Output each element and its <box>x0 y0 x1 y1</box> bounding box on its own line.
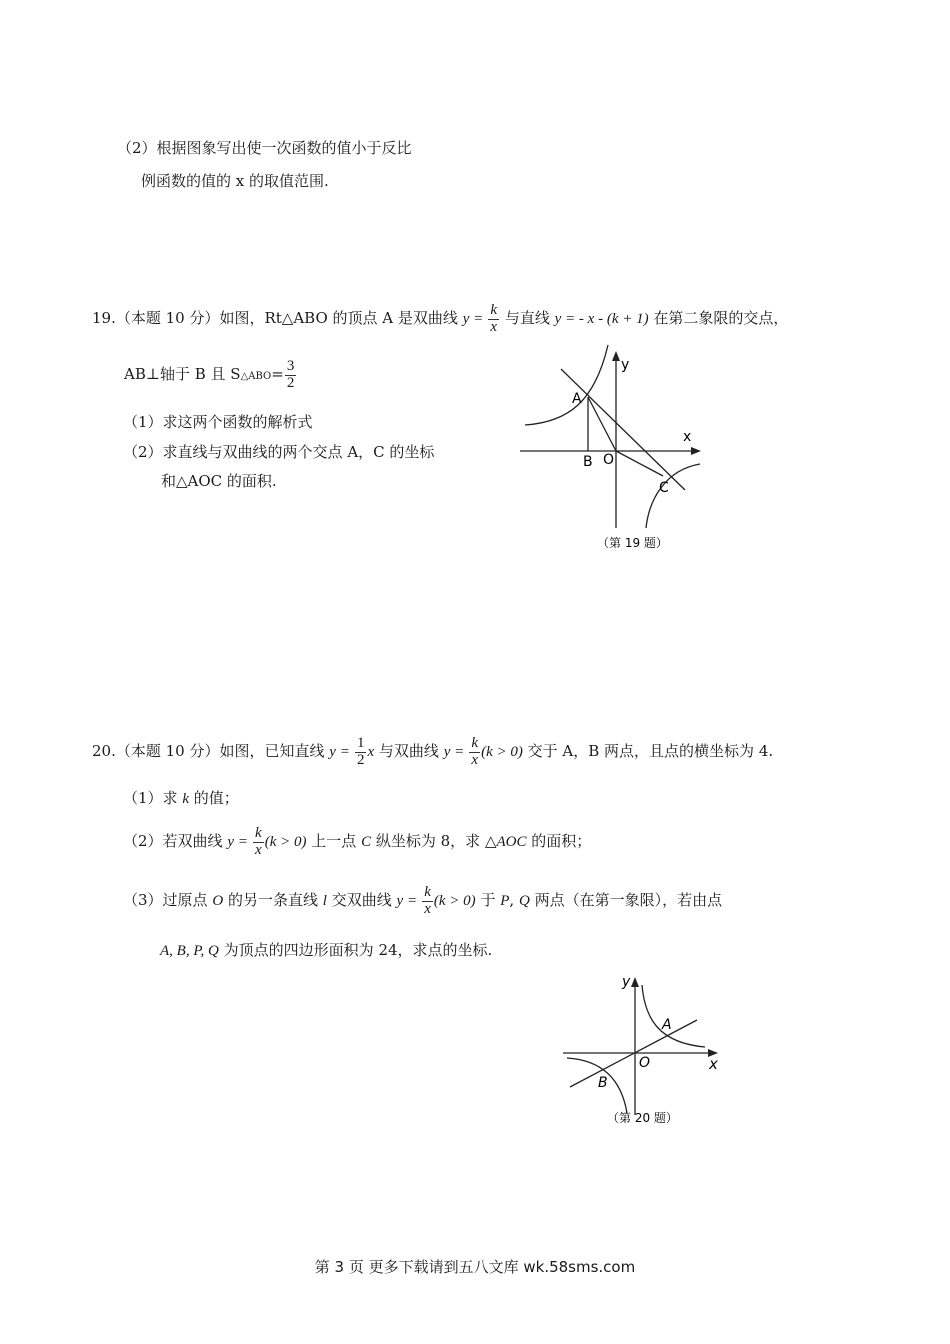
q20-part3-l: l <box>322 893 327 909</box>
q19-segment-AO <box>588 397 616 451</box>
q19-hyperbola-fraction <box>488 303 499 336</box>
q20-part3-line2-text: 为顶点的四边形面积为 24，求点的坐标. <box>223 941 493 959</box>
q20-part3-y: y <box>396 893 404 909</box>
q19-caption: （第 19 题） <box>597 536 668 550</box>
q20-half-num: 1 <box>356 734 365 751</box>
q20-part2-C: C <box>361 834 372 850</box>
q20-part2-fraction <box>253 826 264 859</box>
q20-label-A: A <box>662 1017 672 1033</box>
q20-part2-num: k <box>255 824 262 841</box>
q20-y1: y <box>329 744 336 760</box>
q19-line-expr: y = - x - (k + 1) <box>554 311 649 327</box>
q20-part3-num: k <box>424 883 431 900</box>
q19-eq: = <box>474 311 483 327</box>
q20-hyperbola-lower-branch <box>567 1058 627 1113</box>
q19-x-arrow-icon <box>691 447 701 455</box>
q20-part3-P: P <box>500 893 510 909</box>
q20-hyperbola-upper-branch <box>642 985 705 1047</box>
q19-label-x: x <box>683 429 692 445</box>
q19-figure <box>515 340 715 560</box>
q20-part3-Q: Q <box>518 893 530 909</box>
q20-label-O: O <box>639 1055 651 1071</box>
q20-part3-den: x <box>424 900 431 917</box>
q20-part3-line2 <box>160 939 492 960</box>
q19-part1: （1）求这两个函数的解析式 <box>123 413 313 431</box>
q20-part3-post: 于 <box>480 891 496 909</box>
q20-part3-O: O <box>212 893 224 909</box>
q20-part2-mid: 上一点 <box>311 832 357 850</box>
q20-part2 <box>123 819 591 864</box>
q18-part2-line2: 例函数的值的 x 的取值范围. <box>141 172 329 190</box>
q20-half-fraction <box>355 736 367 769</box>
q20-mid: 与双曲线 <box>378 742 439 760</box>
q20-part2-tri: △ <box>484 834 497 850</box>
q19-frac-num: k <box>490 301 498 318</box>
q19-suffix: 在第二象限的交点， <box>653 309 789 327</box>
q19-label-C: C <box>659 480 669 496</box>
q19-area-den: 2 <box>286 374 295 391</box>
q20-label-B: B <box>598 1075 608 1091</box>
q20-part3-mid2: 交双曲线 <box>331 891 392 909</box>
q19-y: y <box>462 311 470 327</box>
q20-part3: （3）过原点 O 的另一条直线 l 交双曲线 y = $\frac{k}{x}$ (k > 0) 于 P, Q 两点（在第一象限），若由点 <box>123 883 723 917</box>
q20-part1-pre: （1）求 <box>123 789 178 807</box>
q20-k-fraction <box>469 736 480 769</box>
q20-part2-mid2: 纵坐标为 8，求 <box>375 832 481 850</box>
q19-y-arrow-icon <box>612 351 620 361</box>
q19-ab-eq: = <box>271 365 284 383</box>
q20-stem <box>92 729 773 774</box>
q18-part2-line1: （2）根据图象写出使一次函数的值小于反比 <box>117 139 412 157</box>
q19-area-num: 3 <box>286 357 295 374</box>
q19-hyperbola-lower-branch <box>646 464 700 528</box>
q20-part2-post: 的面积； <box>531 832 592 850</box>
q20-part3-eq: = <box>407 893 417 909</box>
q20-part1 <box>123 787 239 808</box>
q20-cond: (k > 0) <box>481 744 523 760</box>
q20-eq2: = <box>455 744 464 760</box>
q20-prefix: 20.（本题 10 分）如图，已知直线 <box>92 742 325 760</box>
q20-label-y: y <box>622 974 631 990</box>
q20-half-den: 2 <box>356 751 365 768</box>
page-footer: 第 3 页 更多下载请到五八文库 wk.58sms.com <box>314 1258 636 1276</box>
q20-y-arrow-icon <box>631 977 639 987</box>
q19-ab-sub: △ABO <box>240 371 272 382</box>
q20-part2-den: x <box>255 841 262 858</box>
q19-ab-text: AB⊥轴于 B 且 S <box>124 365 241 383</box>
q19-label-y: y <box>621 357 630 373</box>
q20-part2-cond: (k > 0) <box>264 834 307 850</box>
q20-part1-k: k <box>182 791 189 807</box>
q19-part2-line1: （2）求直线与双曲线的两个交点 A，C 的坐标 <box>123 443 435 461</box>
q20-caption: （第 20 题） <box>607 1111 678 1125</box>
q19-label-A: A <box>572 391 582 407</box>
q19-prefix: 19.（本题 10 分）如图，Rt△ABO 的顶点 A 是双曲线 <box>92 309 458 327</box>
q20-part1-post: 的值； <box>193 789 239 807</box>
q20-part2-eq: = <box>238 834 248 850</box>
q19-label-B: B <box>583 454 593 470</box>
q19-hyperbola-upper-branch <box>525 345 608 425</box>
q20-eq1: = <box>340 744 350 760</box>
q20-part3-mid: 的另一条直线 <box>227 891 318 909</box>
q19-stem <box>92 296 788 341</box>
q20-figure <box>555 965 735 1135</box>
q20-part2-y: y <box>227 834 234 850</box>
q19-area-fraction <box>285 359 297 392</box>
q20-label-x: x <box>709 1055 718 1073</box>
q20-part2-pre: （2）若双曲线 <box>123 832 223 850</box>
q19-ab-line <box>124 352 297 399</box>
q19-part2-line2: 和△AOC 的面积. <box>161 472 277 490</box>
q20-part3-fraction <box>422 885 433 918</box>
q19-mid: 与直线 <box>504 309 550 327</box>
q20-part3-cond: (k > 0) <box>433 893 476 909</box>
q20-x1: x <box>367 744 375 760</box>
q20-part3-pre: （3）过原点 <box>123 891 208 909</box>
q19-label-O: O <box>603 452 615 468</box>
q19-segment-OC <box>616 451 663 476</box>
q19-frac-den: x <box>490 318 498 335</box>
q19-line-AC <box>561 369 685 490</box>
q20-part3-pts: A, B, P, Q <box>160 943 219 959</box>
q20-k-num: k <box>471 734 479 751</box>
q20-part2-AOC: AOC <box>496 834 527 850</box>
q20-suffix: 交于 A，B 两点，且点的横坐标为 4. <box>527 742 774 760</box>
q20-k-den: x <box>471 751 479 768</box>
q20-part3-end: 两点（在第一象限），若由点 <box>534 891 723 909</box>
q20-y2: y <box>443 744 451 760</box>
